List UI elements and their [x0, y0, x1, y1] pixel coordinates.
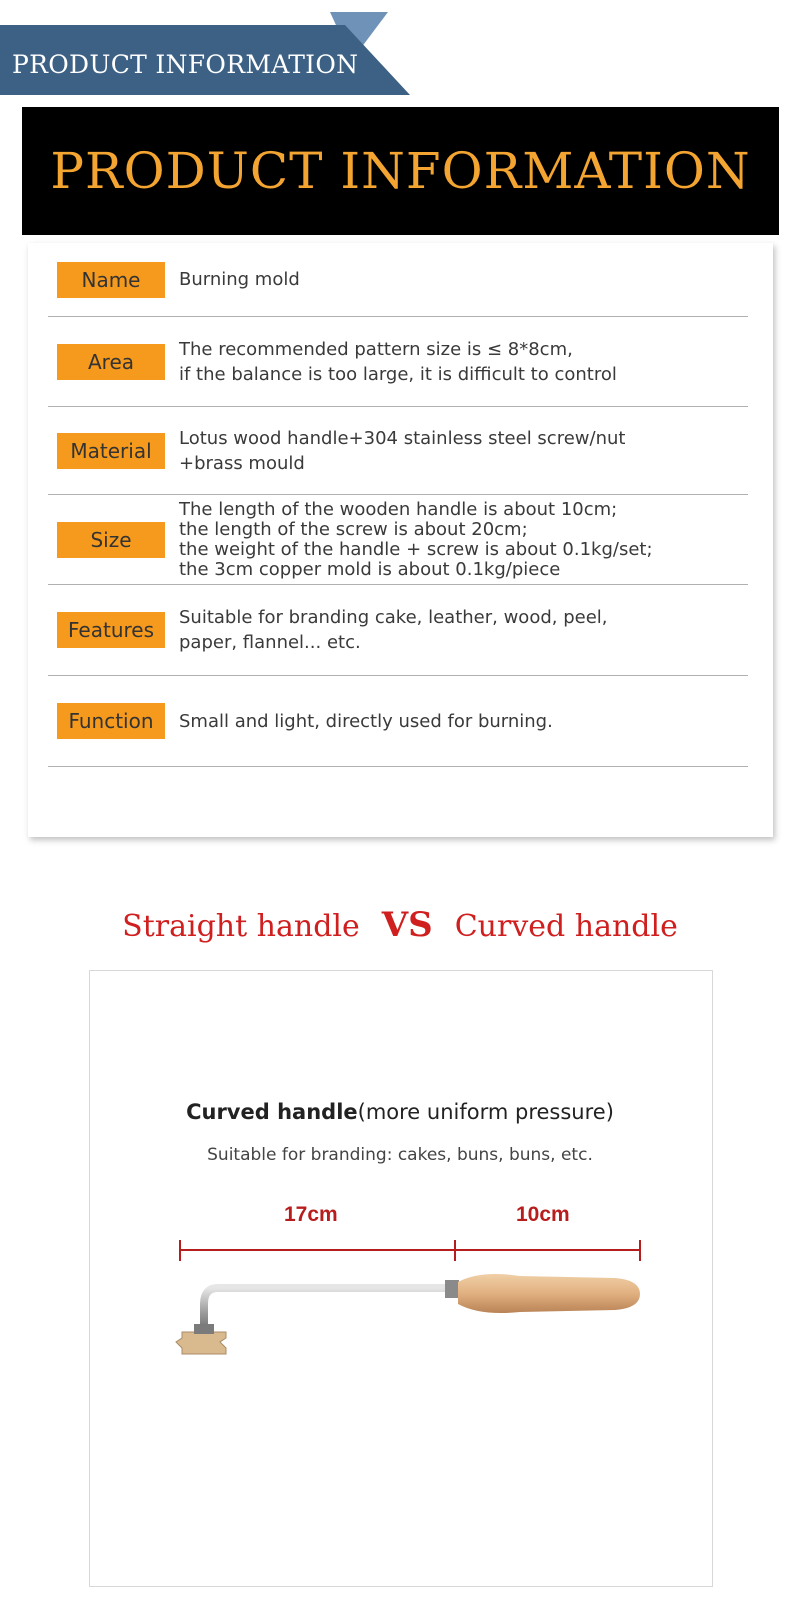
dimension-rod-label: 17cm — [284, 1203, 338, 1226]
spec-value-line: The length of the wooden handle is about 10cm; — [179, 498, 618, 520]
spec-value-line: paper, flannel... etc. — [179, 632, 361, 653]
spec-row-material — [48, 407, 748, 495]
spec-label-size: Size — [57, 522, 165, 558]
ribbon-label: PRODUCT INFORMATION — [12, 50, 359, 79]
spec-row-features — [48, 585, 748, 676]
spec-value-name — [179, 267, 300, 292]
spec-label-material: Material — [57, 433, 165, 469]
comparison-right: Curved handle — [454, 909, 678, 944]
spec-value-line: Burning mold — [179, 269, 300, 290]
spec-value-line: +brass mould — [179, 452, 305, 474]
spec-value-line: Suitable for branding cake, leather, wood, peel, — [179, 607, 608, 628]
spec-row-area — [48, 317, 748, 407]
spec-value-line: The recommended pattern size is ≤ 8*8cm, — [179, 338, 573, 360]
spec-value-line: the length of the screw is about 20cm; — [179, 518, 528, 540]
product-subtitle: Suitable for branding: cakes, buns, buns, etc. — [207, 1145, 593, 1165]
product-title-rest: (more uniform pressure) — [357, 1100, 614, 1124]
product-title — [0, 1100, 800, 1124]
comparison-vs: VS — [381, 905, 433, 945]
spec-value-line: the weight of the handle + screw is about 0.1kg/set; — [179, 538, 653, 560]
banner-title: PRODUCT INFORMATION — [50, 142, 751, 200]
wooden-handle — [458, 1274, 640, 1313]
spec-row-name — [48, 243, 748, 317]
spec-value-line: Lotus wood handle+304 stainless steel screw/nut — [179, 427, 626, 449]
comparison-left: Straight handle — [122, 909, 360, 944]
spec-value-line: the 3cm copper mold is about 0.1kg/piece — [179, 558, 561, 580]
spec-table — [28, 243, 773, 837]
spec-label-name: Name — [57, 262, 165, 298]
spec-value-area — [179, 337, 617, 387]
dimension-line — [180, 1240, 640, 1261]
spec-value-line: Small and light, directly used for burning. — [179, 710, 553, 732]
spec-value-size — [179, 500, 653, 580]
spec-label-features: Features — [57, 612, 165, 648]
spec-label-area: Area — [57, 344, 165, 380]
spec-label-function: Function — [57, 703, 165, 739]
comparison-heading — [0, 905, 800, 945]
brass-mould — [176, 1332, 226, 1354]
spec-value-features — [179, 605, 608, 655]
section-ribbon — [0, 12, 410, 95]
product-information-banner — [22, 107, 779, 235]
product-title-bold: Curved handle — [186, 1100, 358, 1124]
spec-value-line: if the balance is too large, it is difficult to control — [179, 363, 617, 385]
spec-value-material — [179, 426, 625, 476]
spec-value-function — [179, 709, 553, 734]
dimension-handle-label: 10cm — [516, 1203, 570, 1226]
spec-row-function — [48, 676, 748, 767]
curved-handle-tool-illustration — [160, 1220, 660, 1380]
steel-rod — [204, 1288, 450, 1338]
mould-fitting — [194, 1324, 214, 1334]
spec-row-size — [48, 495, 748, 585]
steel-nut — [445, 1280, 459, 1298]
